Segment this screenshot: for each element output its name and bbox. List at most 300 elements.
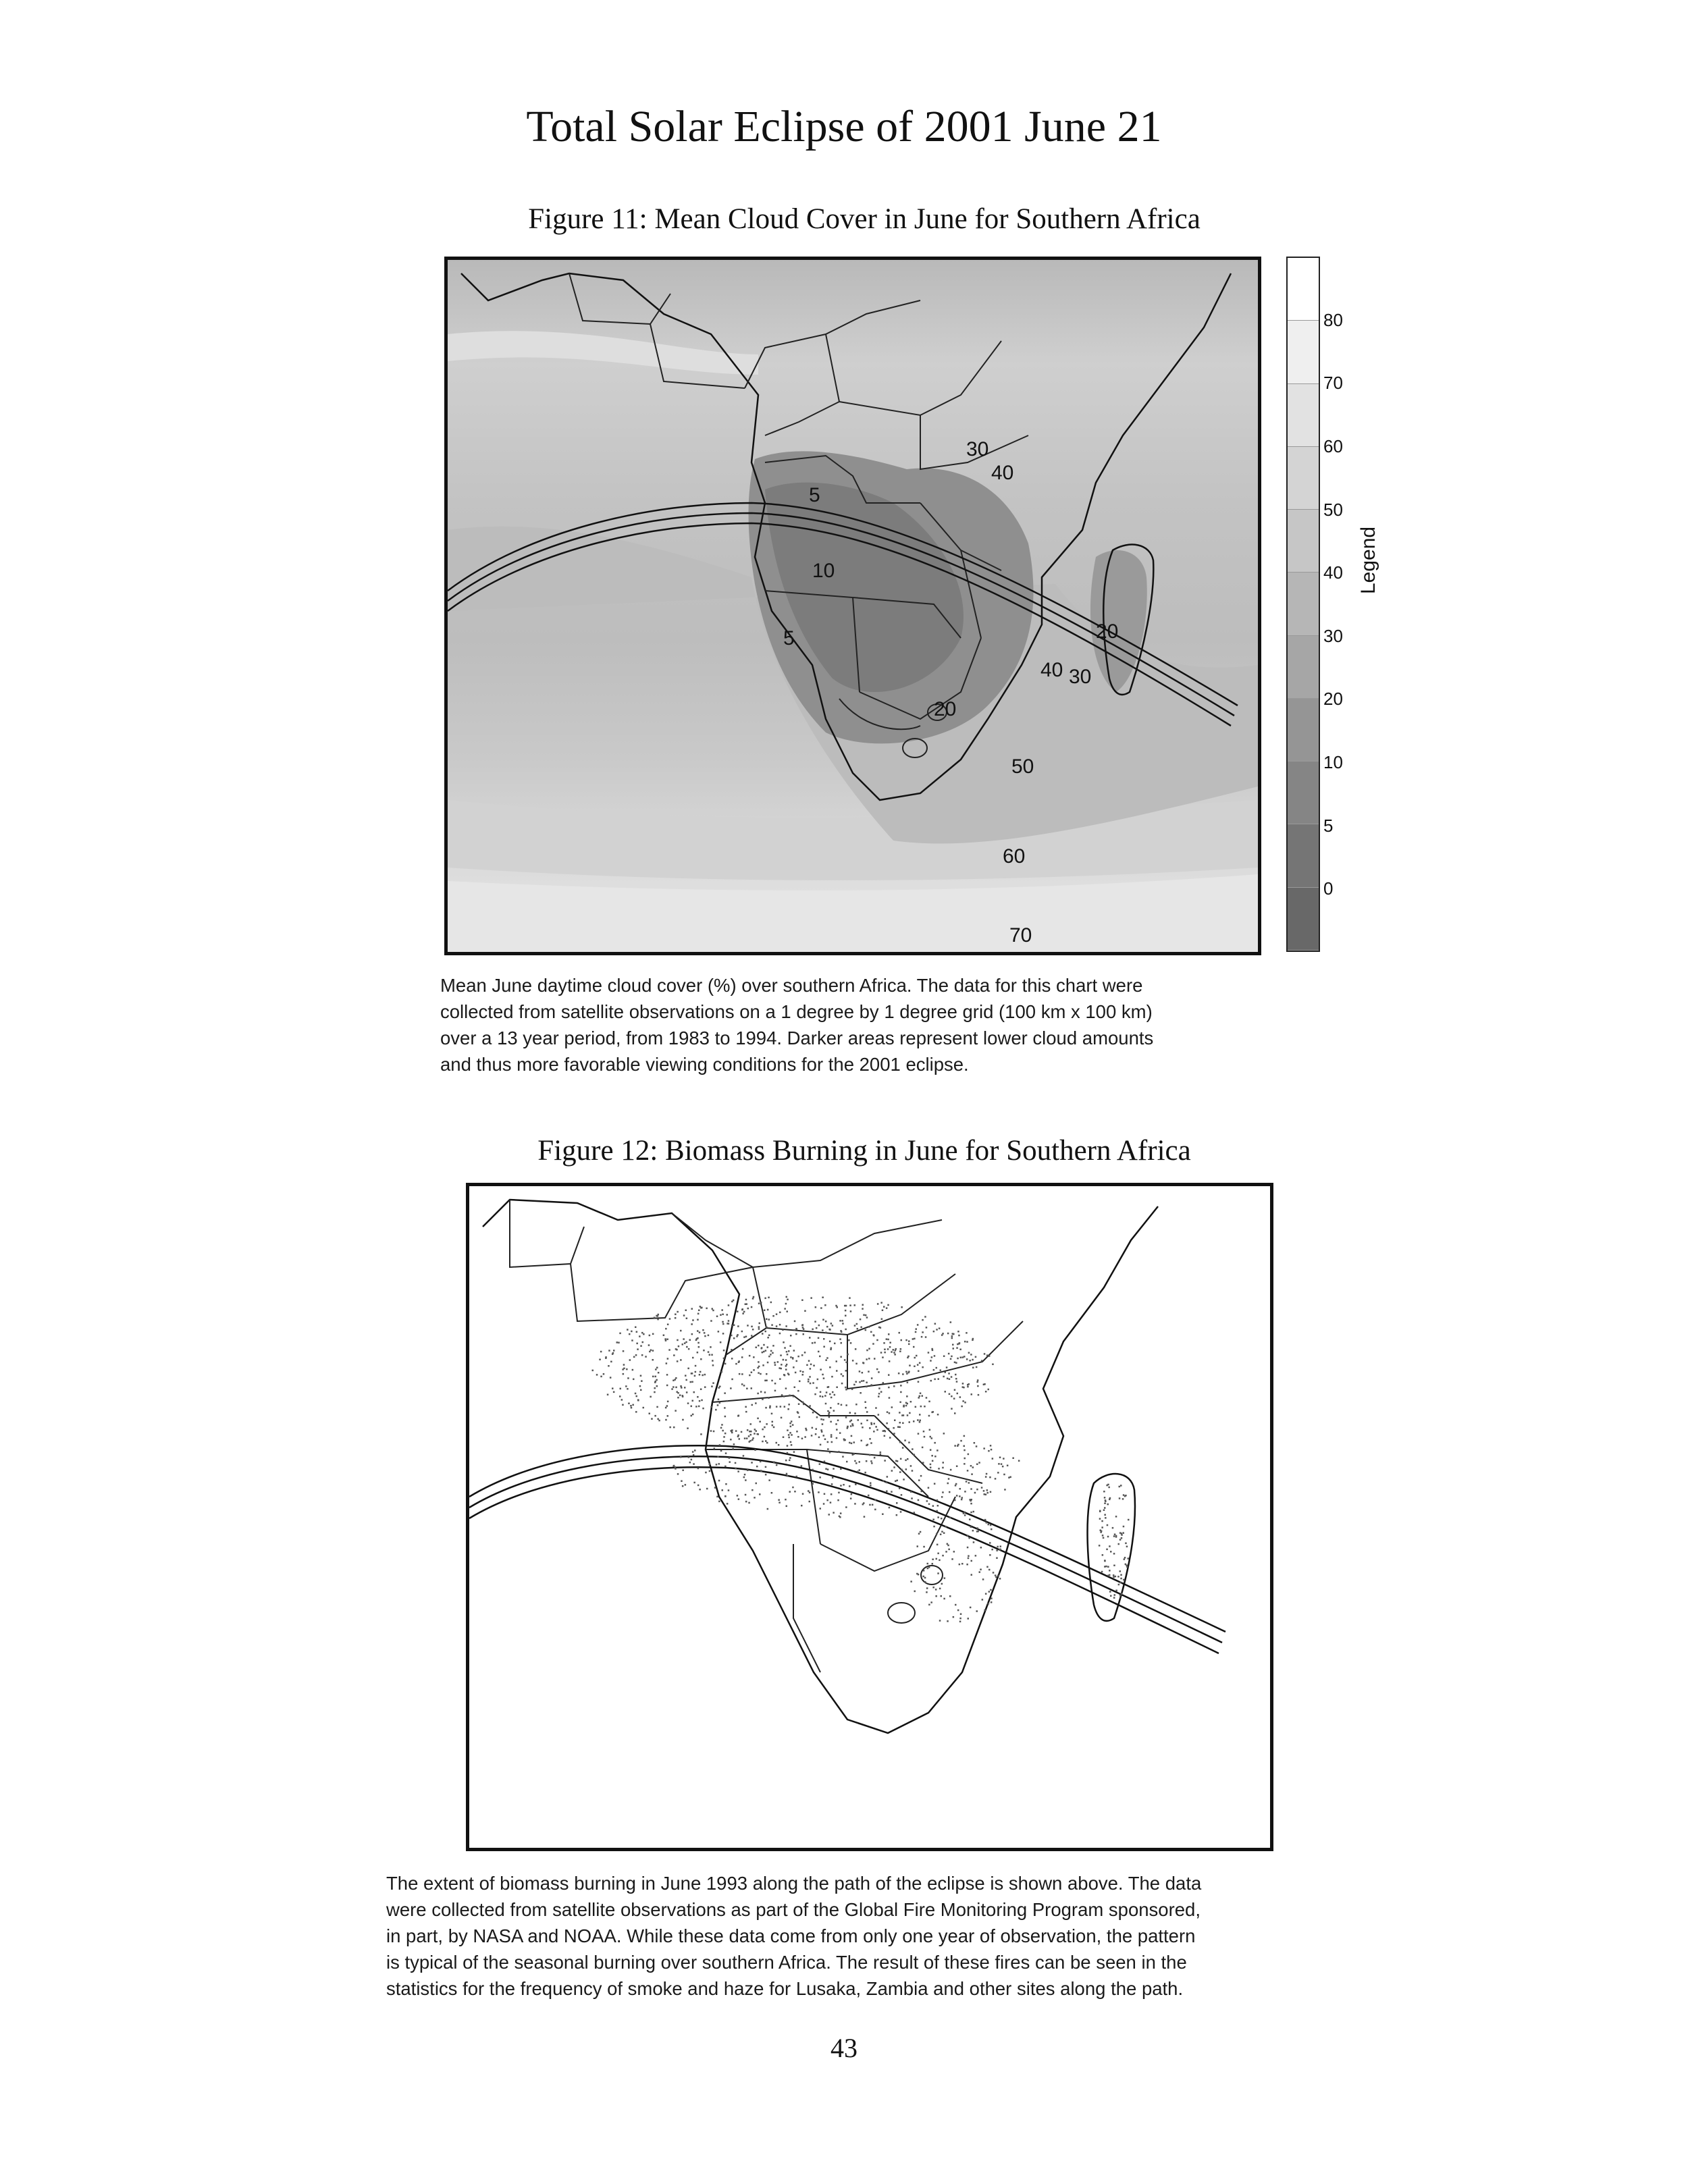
fire-dot (908, 1441, 910, 1443)
fire-dot (1101, 1526, 1103, 1528)
fire-dot (760, 1470, 762, 1472)
fire-dot (793, 1329, 795, 1331)
fire-dot (829, 1366, 831, 1368)
fire-dot (783, 1341, 785, 1343)
fire-dot (816, 1416, 818, 1418)
fire-dot (923, 1546, 925, 1548)
fire-dot (781, 1394, 783, 1396)
fire-dot (836, 1387, 838, 1389)
fire-dot (845, 1387, 847, 1389)
fire-dot (823, 1377, 825, 1379)
fire-dot (874, 1457, 876, 1459)
fire-dot (779, 1312, 781, 1314)
fire-dot (692, 1414, 694, 1416)
fire-dot (751, 1372, 753, 1374)
legend-colorbar (1286, 257, 1320, 952)
fire-dot (901, 1469, 903, 1471)
fire-dot (787, 1408, 789, 1410)
fire-dot (727, 1314, 729, 1316)
fire-dot (712, 1364, 714, 1366)
fire-dot (664, 1338, 666, 1340)
fire-dot (832, 1391, 834, 1393)
fire-dot (954, 1389, 956, 1391)
fire-dot (959, 1618, 961, 1620)
fire-dot (759, 1421, 761, 1423)
legend-tick-label: 0 (1323, 878, 1334, 899)
fire-dot (900, 1391, 902, 1393)
fire-dot (655, 1376, 657, 1378)
fire-dot (956, 1495, 958, 1497)
fire-dot (902, 1447, 904, 1449)
fire-dot (934, 1442, 936, 1444)
fire-dot (855, 1484, 857, 1486)
fire-dot (955, 1483, 957, 1485)
fire-dot (972, 1367, 974, 1369)
fire-dot (702, 1375, 704, 1377)
fire-dot (623, 1373, 625, 1375)
fire-dot (675, 1377, 677, 1379)
fire-dot (886, 1307, 888, 1309)
legend-swatches (1288, 258, 1319, 951)
fire-dot (860, 1327, 862, 1329)
fire-dot (941, 1531, 943, 1533)
fire-dot (686, 1318, 688, 1320)
fire-dot (743, 1385, 745, 1387)
fire-dot (852, 1360, 854, 1362)
fire-dot (816, 1327, 818, 1329)
fire-dot (939, 1560, 941, 1562)
fire-dot (943, 1356, 945, 1358)
fire-dot (887, 1411, 889, 1413)
fire-dot (692, 1357, 694, 1359)
fire-dot (690, 1381, 692, 1383)
fire-dot (930, 1380, 932, 1382)
fire-dot (860, 1392, 862, 1394)
fire-dot (851, 1420, 853, 1422)
fire-dot (758, 1433, 760, 1435)
fire-dot (803, 1404, 805, 1406)
fire-dot (693, 1391, 695, 1393)
fire-dot (900, 1385, 902, 1387)
fire-dot (718, 1399, 720, 1401)
fire-dot (735, 1363, 737, 1365)
fire-dot (699, 1489, 701, 1491)
fire-dot (964, 1356, 966, 1358)
fire-dot (766, 1423, 768, 1425)
fire-dot (882, 1514, 884, 1516)
fire-dot (882, 1356, 884, 1358)
fire-dot (747, 1325, 749, 1327)
fire-dot (920, 1393, 922, 1395)
fire-dot (836, 1370, 838, 1372)
fire-dot (884, 1352, 886, 1354)
legend-title: Legend (1357, 526, 1379, 594)
fire-dot (673, 1465, 675, 1467)
fire-dot (682, 1395, 684, 1397)
fire-dot (988, 1355, 991, 1357)
fire-dot (891, 1470, 893, 1472)
fire-dot (954, 1412, 956, 1414)
fire-dot (1004, 1489, 1006, 1491)
fire-dot (947, 1620, 949, 1622)
fire-dot (788, 1404, 790, 1406)
fire-dot (774, 1362, 776, 1364)
fire-dot (954, 1445, 956, 1447)
fire-dot (1121, 1593, 1123, 1595)
fire-dot (699, 1400, 701, 1402)
fire-dot (1104, 1503, 1106, 1505)
fire-dot (695, 1365, 697, 1367)
fire-dot (789, 1491, 791, 1493)
fire-dot (685, 1379, 687, 1381)
fire-dot (829, 1329, 831, 1331)
fire-dot (838, 1492, 840, 1494)
fire-dot (710, 1430, 712, 1432)
fire-dot (931, 1356, 933, 1358)
fire-dot (716, 1496, 718, 1498)
fire-dot (931, 1348, 933, 1350)
fire-dot (692, 1451, 694, 1453)
fire-dot (899, 1487, 901, 1489)
fire-dot (784, 1375, 786, 1377)
fire-dot (649, 1351, 651, 1353)
contour-label: 40 (991, 462, 1014, 484)
fire-dot (767, 1337, 769, 1339)
fire-dot (745, 1299, 747, 1301)
fire-dot (909, 1412, 911, 1414)
fire-dot (802, 1374, 804, 1376)
fire-dot (901, 1494, 903, 1496)
fire-dot (920, 1475, 922, 1477)
fire-dot (851, 1443, 853, 1445)
fire-dot (728, 1304, 730, 1306)
legend-tick-label: 80 (1323, 310, 1343, 330)
fire-dot (881, 1319, 883, 1321)
contour-label: 60 (1003, 845, 1026, 868)
fire-dot (932, 1519, 934, 1521)
fire-dot (785, 1325, 787, 1327)
fire-dot (960, 1614, 962, 1616)
fire-dot (830, 1493, 833, 1495)
fire-dot (702, 1408, 704, 1410)
fire-dot (776, 1406, 778, 1408)
fire-dot (822, 1423, 824, 1425)
fire-dot (969, 1518, 971, 1520)
fire-dot (875, 1407, 877, 1409)
fire-dot (999, 1457, 1001, 1459)
fire-dot (928, 1566, 930, 1568)
legend-tick-label: 10 (1323, 752, 1343, 772)
fire-dot (826, 1326, 828, 1328)
fire-dot (791, 1444, 793, 1446)
fire-dot (968, 1537, 970, 1539)
fire-dot (976, 1464, 978, 1466)
fire-dot (837, 1403, 839, 1405)
fire-dot (899, 1332, 901, 1334)
fire-dot (966, 1341, 968, 1343)
fire-dot (718, 1387, 720, 1389)
fire-dot (769, 1407, 771, 1409)
fire-dot (958, 1335, 960, 1337)
figure-11-title: Figure 11: Mean Cloud Cover in June for Southern Africa (528, 203, 1201, 235)
fire-dot (796, 1476, 798, 1478)
fire-dot (996, 1549, 998, 1551)
fire-dot (959, 1488, 961, 1490)
fire-dot (682, 1485, 684, 1487)
fire-dot (917, 1324, 919, 1326)
legend-swatch (1288, 321, 1319, 383)
fire-dot (704, 1386, 706, 1388)
fire-dot (649, 1335, 651, 1337)
fire-dot (884, 1349, 886, 1351)
fire-dot (763, 1344, 765, 1346)
fire-dot (747, 1470, 749, 1472)
fire-dot (834, 1394, 836, 1396)
fire-dot (932, 1505, 934, 1507)
fire-dot (896, 1514, 898, 1516)
fire-dot (943, 1533, 945, 1535)
fire-dot (968, 1352, 970, 1354)
fire-dot (789, 1422, 791, 1424)
fire-dot (865, 1329, 867, 1331)
fire-dot (857, 1471, 859, 1473)
fire-dot (700, 1433, 702, 1435)
fire-dot (862, 1503, 864, 1506)
fire-dot (976, 1610, 978, 1612)
fire-dot (957, 1393, 959, 1395)
fire-dot (677, 1473, 679, 1475)
fire-dot (924, 1581, 926, 1583)
fire-dot (1115, 1516, 1117, 1518)
fire-dot (907, 1382, 909, 1384)
fire-dot (747, 1429, 749, 1431)
fire-dot (724, 1407, 726, 1409)
fire-dot (973, 1541, 975, 1543)
fire-dot (596, 1374, 598, 1376)
fire-dot (678, 1346, 680, 1348)
fire-dot (716, 1316, 718, 1318)
fire-dot (830, 1397, 833, 1399)
fire-dot (941, 1496, 943, 1498)
fire-dot (942, 1333, 944, 1335)
fire-dot (657, 1418, 659, 1420)
fire-dot (760, 1302, 762, 1304)
fire-dot (986, 1473, 988, 1475)
fire-dot (837, 1499, 839, 1501)
fire-dot (841, 1373, 843, 1375)
fire-dot (793, 1366, 795, 1368)
fire-dot (772, 1315, 774, 1317)
fire-dot (751, 1387, 753, 1389)
fire-dot (900, 1458, 902, 1460)
fire-dot (746, 1303, 748, 1305)
fire-dot (1103, 1510, 1105, 1512)
fire-dot (1101, 1571, 1103, 1573)
fire-dot (990, 1445, 992, 1447)
fire-dot (882, 1480, 885, 1482)
fire-dot (825, 1403, 827, 1405)
fire-dot (770, 1354, 772, 1356)
fire-dot (799, 1381, 801, 1383)
fire-dot (975, 1356, 977, 1358)
fire-dot (918, 1370, 920, 1373)
fire-dot (722, 1333, 724, 1335)
fire-dot (882, 1382, 885, 1384)
fire-dot (874, 1499, 876, 1501)
fire-dot (866, 1350, 868, 1352)
fire-dot (903, 1479, 905, 1481)
fire-dot (854, 1325, 856, 1327)
fire-dot (724, 1433, 727, 1435)
fire-dot (967, 1535, 969, 1537)
fire-dot (652, 1350, 654, 1352)
legend-tick-label: 60 (1323, 436, 1343, 456)
fire-dot (891, 1351, 893, 1353)
fire-dot (710, 1406, 712, 1408)
fire-dot (656, 1406, 658, 1408)
fire-dot (1125, 1495, 1127, 1497)
fire-dot (899, 1471, 901, 1473)
fire-dot (922, 1395, 924, 1397)
page-number: 43 (830, 2033, 858, 2063)
fire-dot (1107, 1524, 1109, 1526)
fire-dot (677, 1360, 679, 1362)
fire-dot (854, 1460, 856, 1462)
fire-dot (637, 1348, 639, 1350)
fire-dot (697, 1468, 700, 1470)
fire-dot (947, 1333, 949, 1335)
fire-dot (953, 1397, 955, 1400)
fire-dot (771, 1324, 773, 1326)
fire-dot (820, 1429, 822, 1431)
fire-dot (915, 1331, 917, 1333)
fire-dot (951, 1376, 953, 1378)
fire-dot (1007, 1465, 1009, 1467)
fire-dot (845, 1370, 847, 1372)
fire-dot (833, 1410, 835, 1412)
fire-dot (836, 1429, 838, 1431)
fire-dot (731, 1358, 733, 1360)
fire-dot (669, 1427, 671, 1429)
fire-dot (778, 1499, 780, 1501)
fire-dot (836, 1360, 838, 1362)
fire-dot (853, 1441, 855, 1443)
fire-dot (733, 1337, 735, 1339)
fire-dot (627, 1329, 629, 1331)
fire-dot (964, 1341, 966, 1343)
fire-dot (909, 1421, 911, 1423)
fire-dot (850, 1497, 852, 1499)
fire-dot (769, 1406, 771, 1408)
fire-dot (779, 1333, 781, 1335)
fire-dot (886, 1482, 888, 1484)
fire-dot (712, 1310, 714, 1312)
fire-dot (738, 1362, 740, 1364)
fire-dot (675, 1314, 677, 1316)
fire-dot (868, 1348, 870, 1350)
fire-dot (701, 1307, 703, 1309)
fire-dot (708, 1351, 710, 1353)
fire-dot (709, 1354, 711, 1356)
fire-dot (902, 1373, 904, 1375)
fire-dot (757, 1418, 759, 1420)
fire-dot (849, 1297, 851, 1299)
fire-dot (933, 1331, 935, 1333)
fire-dot (1003, 1474, 1005, 1476)
contour-label: 50 (1011, 755, 1034, 778)
fire-dot (793, 1350, 795, 1352)
fire-dot (749, 1441, 751, 1443)
fire-dot (767, 1346, 769, 1348)
fire-dot (704, 1335, 706, 1337)
fire-dot (937, 1414, 939, 1416)
fire-dot (981, 1360, 983, 1362)
fire-dot (766, 1373, 768, 1375)
caption-line: collected from satellite observations on a 1 degree by 1 degree grid (100 km x 100 km) (440, 1001, 1153, 1022)
fire-dot (870, 1483, 872, 1485)
fire-dot (710, 1346, 712, 1348)
fire-dot (766, 1319, 768, 1321)
fire-dot (723, 1350, 725, 1352)
fire-dot (737, 1435, 739, 1437)
fire-dot (865, 1314, 867, 1316)
fire-dot (805, 1428, 807, 1430)
fire-dot (794, 1387, 796, 1389)
fire-dot (675, 1410, 677, 1412)
fire-dot (999, 1578, 1001, 1580)
fire-dot (772, 1352, 774, 1354)
fire-dot (1104, 1507, 1106, 1509)
fire-dot (759, 1323, 761, 1325)
fire-dot (884, 1460, 886, 1462)
fire-dot (1126, 1546, 1128, 1548)
fire-dot (677, 1391, 679, 1393)
fire-dot (845, 1389, 847, 1391)
fire-dot (637, 1399, 639, 1401)
fire-dot (733, 1325, 735, 1327)
fire-dot (848, 1339, 850, 1341)
fire-dot (612, 1352, 614, 1354)
fire-dot (652, 1333, 654, 1335)
fire-dot (945, 1526, 947, 1528)
fire-dot (951, 1395, 953, 1397)
fire-dot (970, 1512, 972, 1514)
fire-dot (771, 1492, 773, 1494)
fire-dot (889, 1412, 891, 1414)
fire-dot (809, 1501, 811, 1503)
fire-dot (831, 1376, 833, 1378)
fire-dot (899, 1427, 901, 1429)
fire-dot (1003, 1458, 1005, 1460)
fire-dot (932, 1563, 934, 1565)
fire-dot (739, 1373, 741, 1375)
fire-dot (883, 1342, 885, 1344)
fire-dot (905, 1371, 907, 1373)
fire-dot (724, 1466, 727, 1468)
fire-dot (820, 1418, 822, 1420)
fire-dot (1099, 1518, 1101, 1520)
fire-dot (701, 1400, 703, 1402)
fire-dot (812, 1469, 814, 1471)
fire-dot (823, 1435, 825, 1437)
fire-dot (635, 1393, 637, 1395)
fire-dot (904, 1439, 906, 1441)
fire-dot (830, 1501, 832, 1503)
fire-dot (984, 1353, 986, 1355)
fire-dot (652, 1359, 654, 1361)
fire-dot (947, 1483, 949, 1485)
fire-dot (809, 1492, 811, 1494)
